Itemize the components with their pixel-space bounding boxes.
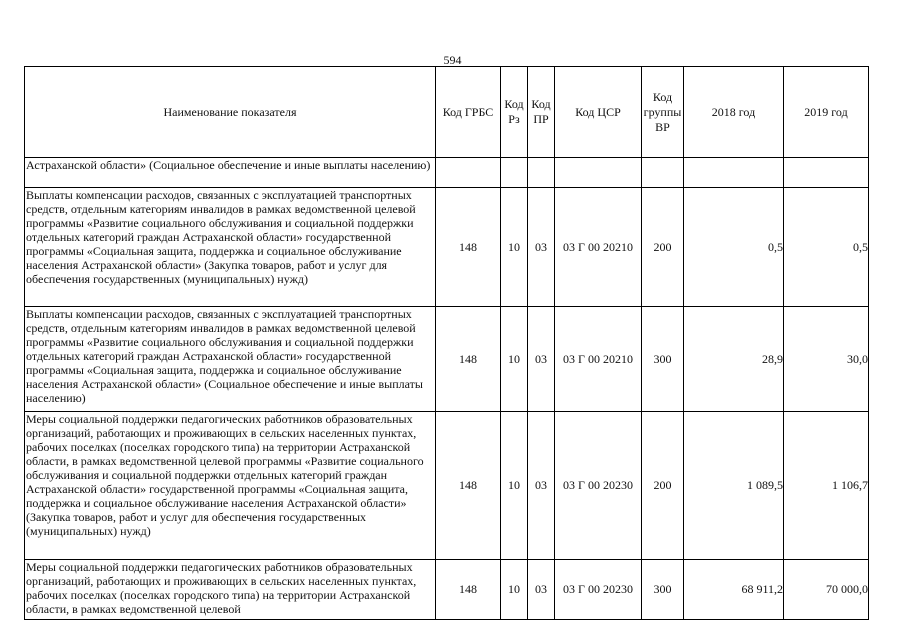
row-pr: 03 bbox=[528, 560, 555, 620]
header-pr: Код ПР bbox=[528, 67, 555, 158]
row-pr: 03 bbox=[528, 307, 555, 412]
table-row bbox=[25, 560, 869, 620]
row-name: Меры социальной поддержки педагогических работников образовательных организаций, работающих и проживающих в сельских населенных пунктах, рабочих поселках (поселках городского типа) на территории Астраханской области, в рамках ведомственной целевой bbox=[25, 560, 436, 620]
row-2018: 28,9 bbox=[684, 307, 784, 412]
row-rz: 10 bbox=[501, 560, 528, 620]
header-name: Наименование показателя bbox=[25, 67, 436, 158]
row-csr: 03 Г 00 20210 bbox=[555, 188, 642, 307]
table-header-row bbox=[25, 67, 869, 158]
row-2019: 1 106,7 bbox=[784, 412, 869, 560]
row-rz: 10 bbox=[501, 412, 528, 560]
row-csr: 03 Г 00 20230 bbox=[555, 560, 642, 620]
row-grbs: 148 bbox=[436, 412, 501, 560]
row-vr: 300 bbox=[642, 307, 684, 412]
row-pr bbox=[528, 158, 555, 188]
row-pr: 03 bbox=[528, 188, 555, 307]
row-vr: 200 bbox=[642, 188, 684, 307]
row-vr: 300 bbox=[642, 560, 684, 620]
row-pr: 03 bbox=[528, 412, 555, 560]
budget-table bbox=[24, 66, 869, 620]
row-rz: 10 bbox=[501, 307, 528, 412]
header-rz: Код Рз bbox=[501, 67, 528, 158]
table-row bbox=[25, 412, 869, 560]
row-vr bbox=[642, 158, 684, 188]
row-vr: 200 bbox=[642, 412, 684, 560]
row-grbs: 148 bbox=[436, 307, 501, 412]
row-2019 bbox=[784, 158, 869, 188]
table-row bbox=[25, 307, 869, 412]
row-name: Меры социальной поддержки педагогических работников образовательных организаций, работающих и проживающих в сельских населенных пунктах, рабочих поселках (поселках городского типа) на территории Астраханской области, в рамках ведомственной целевой программы «Развитие социального обслуживания и социальной поддержки отдельных категорий граждан Астраханской области» государственной программы «Социальная защита, поддержка и социальное обслуживание населения Астраханской области» (Закупка товаров, работ и услуг для обеспечения государственных (муниципальных) нужд) bbox=[25, 412, 436, 560]
header-2018: 2018 год bbox=[684, 67, 784, 158]
row-grbs: 148 bbox=[436, 560, 501, 620]
header-2019: 2019 год bbox=[784, 67, 869, 158]
row-2018: 68 911,2 bbox=[684, 560, 784, 620]
row-rz: 10 bbox=[501, 188, 528, 307]
table-row bbox=[25, 188, 869, 307]
row-csr: 03 Г 00 20210 bbox=[555, 307, 642, 412]
row-2019: 30,0 bbox=[784, 307, 869, 412]
row-name: Астраханской области» (Социальное обеспечение и иные выплаты населению) bbox=[25, 158, 436, 188]
row-2018: 1 089,5 bbox=[684, 412, 784, 560]
header-csr: Код ЦСР bbox=[555, 67, 642, 158]
row-2019: 0,5 bbox=[784, 188, 869, 307]
row-csr bbox=[555, 158, 642, 188]
row-2018 bbox=[684, 158, 784, 188]
header-grbs: Код ГРБС bbox=[436, 67, 501, 158]
row-rz bbox=[501, 158, 528, 188]
row-2019: 70 000,0 bbox=[784, 560, 869, 620]
row-name: Выплаты компенсации расходов, связанных с эксплуатацией транспортных средств, отдельным категориям инвалидов в рамках ведомственной целевой программы «Развитие социального обслуживания и социальной поддержки отдельных категорий граждан Астраханской области» государственной программы «Социальная защита, поддержка и социальное обслуживание населения Астраханской области» (Социальное обеспечение и иные выплаты населению) bbox=[25, 307, 436, 412]
row-grbs: 148 bbox=[436, 188, 501, 307]
row-2018: 0,5 bbox=[684, 188, 784, 307]
row-grbs bbox=[436, 158, 501, 188]
header-vr: Код группы ВР bbox=[642, 67, 684, 158]
table-row bbox=[25, 158, 869, 188]
page-number: 594 bbox=[443, 53, 462, 67]
row-csr: 03 Г 00 20230 bbox=[555, 412, 642, 560]
row-name: Выплаты компенсации расходов, связанных с эксплуатацией транспортных средств, отдельным категориям инвалидов в рамках ведомственной целевой программы «Развитие социального обслуживания и социальной поддержки отдельных категорий граждан Астраханской области» государственной программы «Социальная защита, поддержка и социальное обслуживание населения Астраханской области» (Закупка товаров, работ и услуг для обеспечения государственных (муниципальных) нужд) bbox=[25, 188, 436, 307]
